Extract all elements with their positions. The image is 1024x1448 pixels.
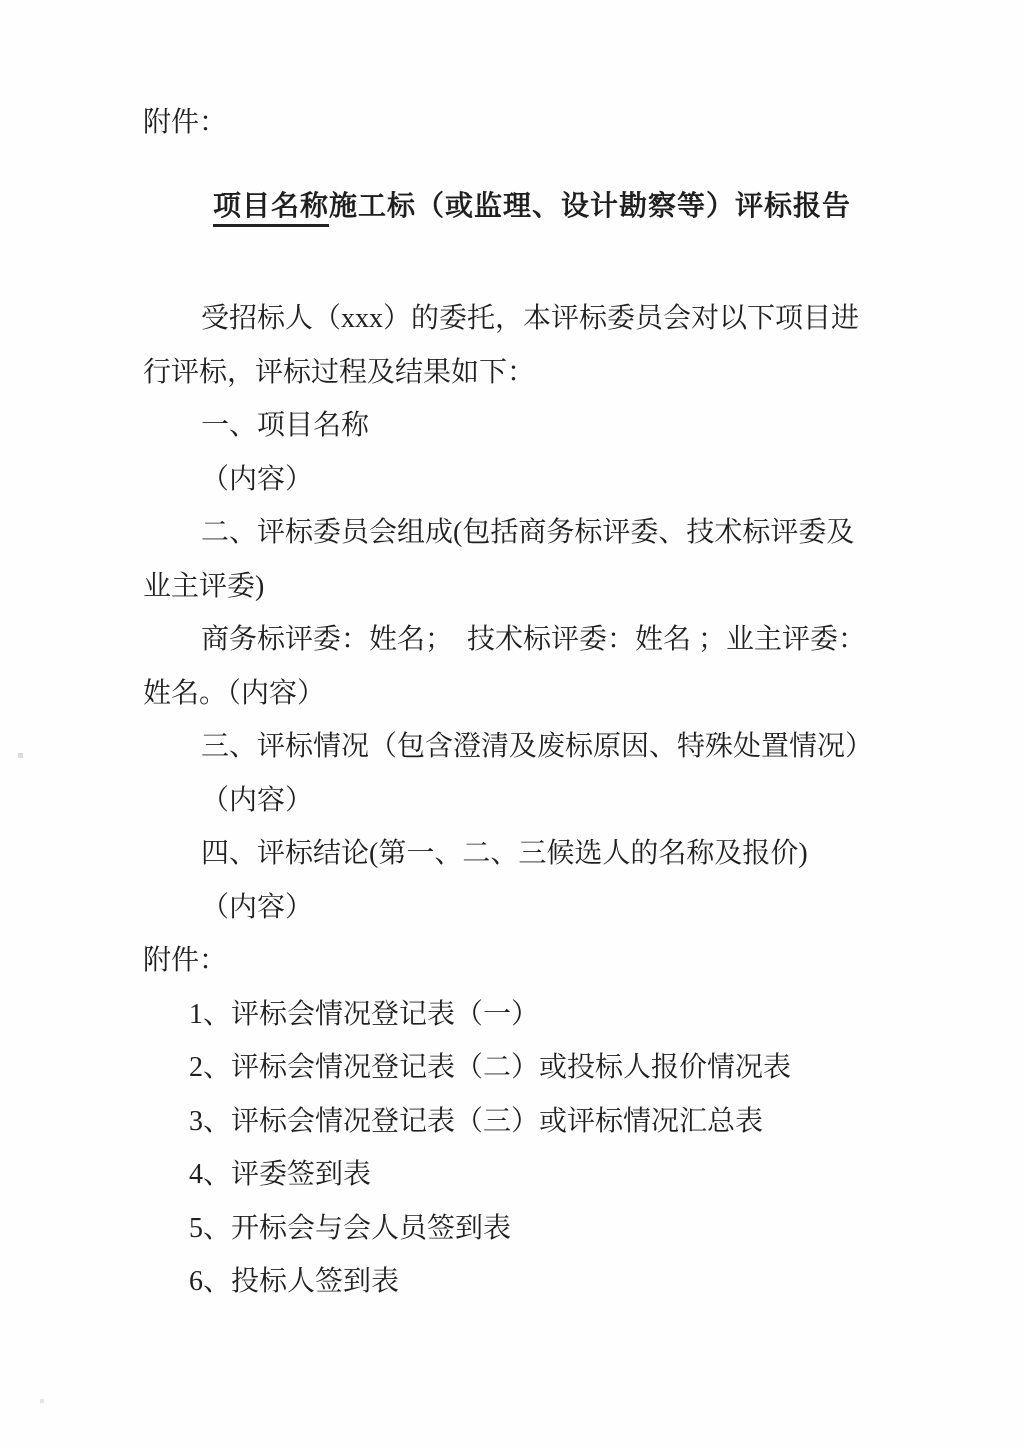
attachment-header: 附件： <box>143 107 228 138</box>
scan-speck <box>18 753 23 758</box>
section-1-heading: 一、项目名称 <box>201 410 370 441</box>
section-2-body-line-2: 姓名。（内容） <box>143 677 326 709</box>
attachment-item-3: 3、评标会情况登记表（三）或评标情况汇总表 <box>189 1105 764 1137</box>
document-title <box>185 180 879 234</box>
section-3-heading: 三、评标情况（包含澄清及废标原因、特殊处置情况） <box>201 731 874 762</box>
section-2-heading-line-1: 二、评标委员会组成(包括商务标评委、技术标评委及 <box>201 517 855 548</box>
section-4-heading: 四、评标结论(第一、二、三候选人的名称及报价) <box>201 838 808 869</box>
section-2-heading-line-2: 业主评委) <box>143 570 265 602</box>
scan-speck <box>40 1399 44 1403</box>
attachment-item-5: 5、开标会与会人员签到表 <box>189 1212 512 1244</box>
attachment-item-2: 2、评标会情况登记表（二）或投标人报价情况表 <box>189 1052 792 1083</box>
intro-line-2: 行评标，评标过程及结果如下： <box>143 356 536 388</box>
section-2-body-line-1: 商务标评委：姓名； 技术标评委：姓名 ；业主评委： <box>201 624 867 655</box>
section-4-content-placeholder: （内容） <box>201 891 314 923</box>
attachments-label: 附件： <box>143 945 228 976</box>
document-body <box>143 292 879 1309</box>
attachment-item-6: 6、投标人签到表 <box>189 1266 400 1297</box>
section-3-content-placeholder: （内容） <box>201 784 314 816</box>
section-1-content-placeholder: （内容） <box>201 463 314 495</box>
title-project-name-underlined: 项目名称 <box>213 191 329 227</box>
attachment-item-4: 4、评委签到表 <box>189 1159 372 1190</box>
intro-line-1: 受招标人（xxx）的委托，本评标委员会对以下项目进 <box>201 303 860 334</box>
title-rest: 施工标（或监理、设计勘察等）评标报告 <box>329 190 852 222</box>
attachment-item-1: 1、评标会情况登记表（一） <box>189 998 540 1030</box>
